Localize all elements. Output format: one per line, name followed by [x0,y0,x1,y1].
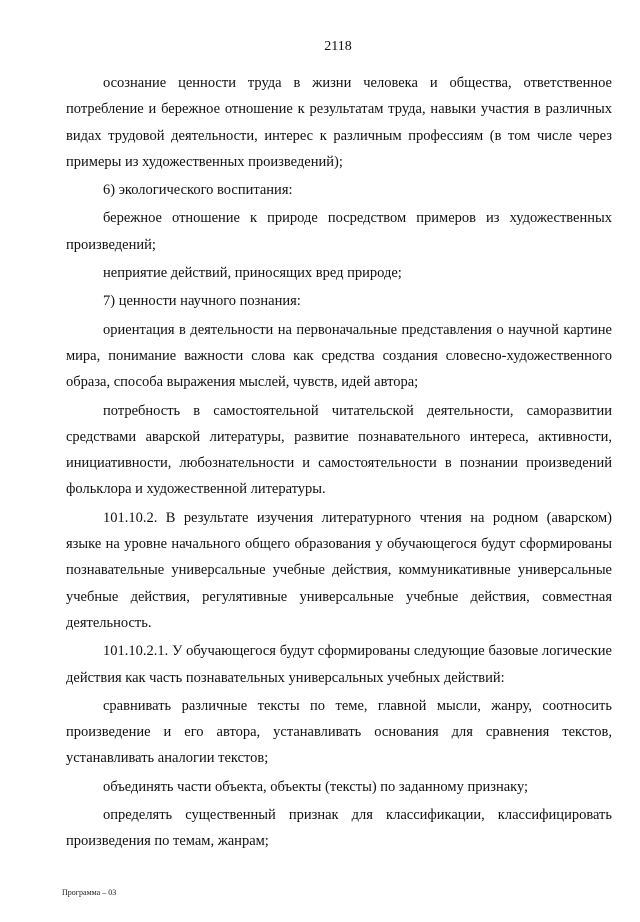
paragraph: 6) экологического воспитания: [103,182,293,199]
paragraph: бережное отношение к природе посредством примеров из художественных произведений; [66,210,612,253]
paragraph: ориентация в деятельности на первоначальные представления о научной картине мира, понимание важности слова как средства создания словесно-художественного образа, способа выражения мыслей, чувств, идей автора; [66,321,612,391]
page-number: 2118 [324,39,352,54]
paragraph: 101.10.2.1. У обучающегося будут сформированы следующие базовые логические действия как часть познавательных универсальных учебных действий: [66,643,612,686]
body-text [66,70,612,855]
paragraph: потребность в самостоятельной читательской деятельности, саморазвитии средствами аварской литературы, развитие познавательного интереса, активности, инициативности, любознательности и самостоятельности в познании произведений фольклора и художественной литературы. [66,402,612,498]
paragraph: 7) ценности научного познания: [103,293,301,310]
paragraph: 101.10.2. В результате изучения литературного чтения на родном (аварском) языке на уровне начального общего образования у обучающегося будут сформированы познавательные универсальные учебные действия, коммуникативные универсальные учебные действия, регулятивные универсальные учебные действия, совместная деятельность. [66,509,612,631]
paragraph: определять существенный признак для классификации, классифицировать произведения по темам, жанрам; [66,807,612,850]
footer-label: Программа – 03 [62,888,117,897]
paragraph: объединять части объекта, объекты (тексты) по заданному признаку; [103,778,529,795]
paragraph: осознание ценности труда в жизни человека и общества, ответственное потребление и бережное отношение к результатам труда, навыки участия в различных видах трудовой деятельности, интерес к различным профессиям (в том числе через примеры из художественных произведений); [66,75,612,170]
paragraph: сравнивать различные тексты по теме, главной мысли, жанру, соотносить произведение и его автора, устанавливать основания для сравнения текстов, устанавливать аналогии текстов; [66,697,612,767]
paragraph: неприятие действий, приносящих вред природе; [103,265,402,282]
